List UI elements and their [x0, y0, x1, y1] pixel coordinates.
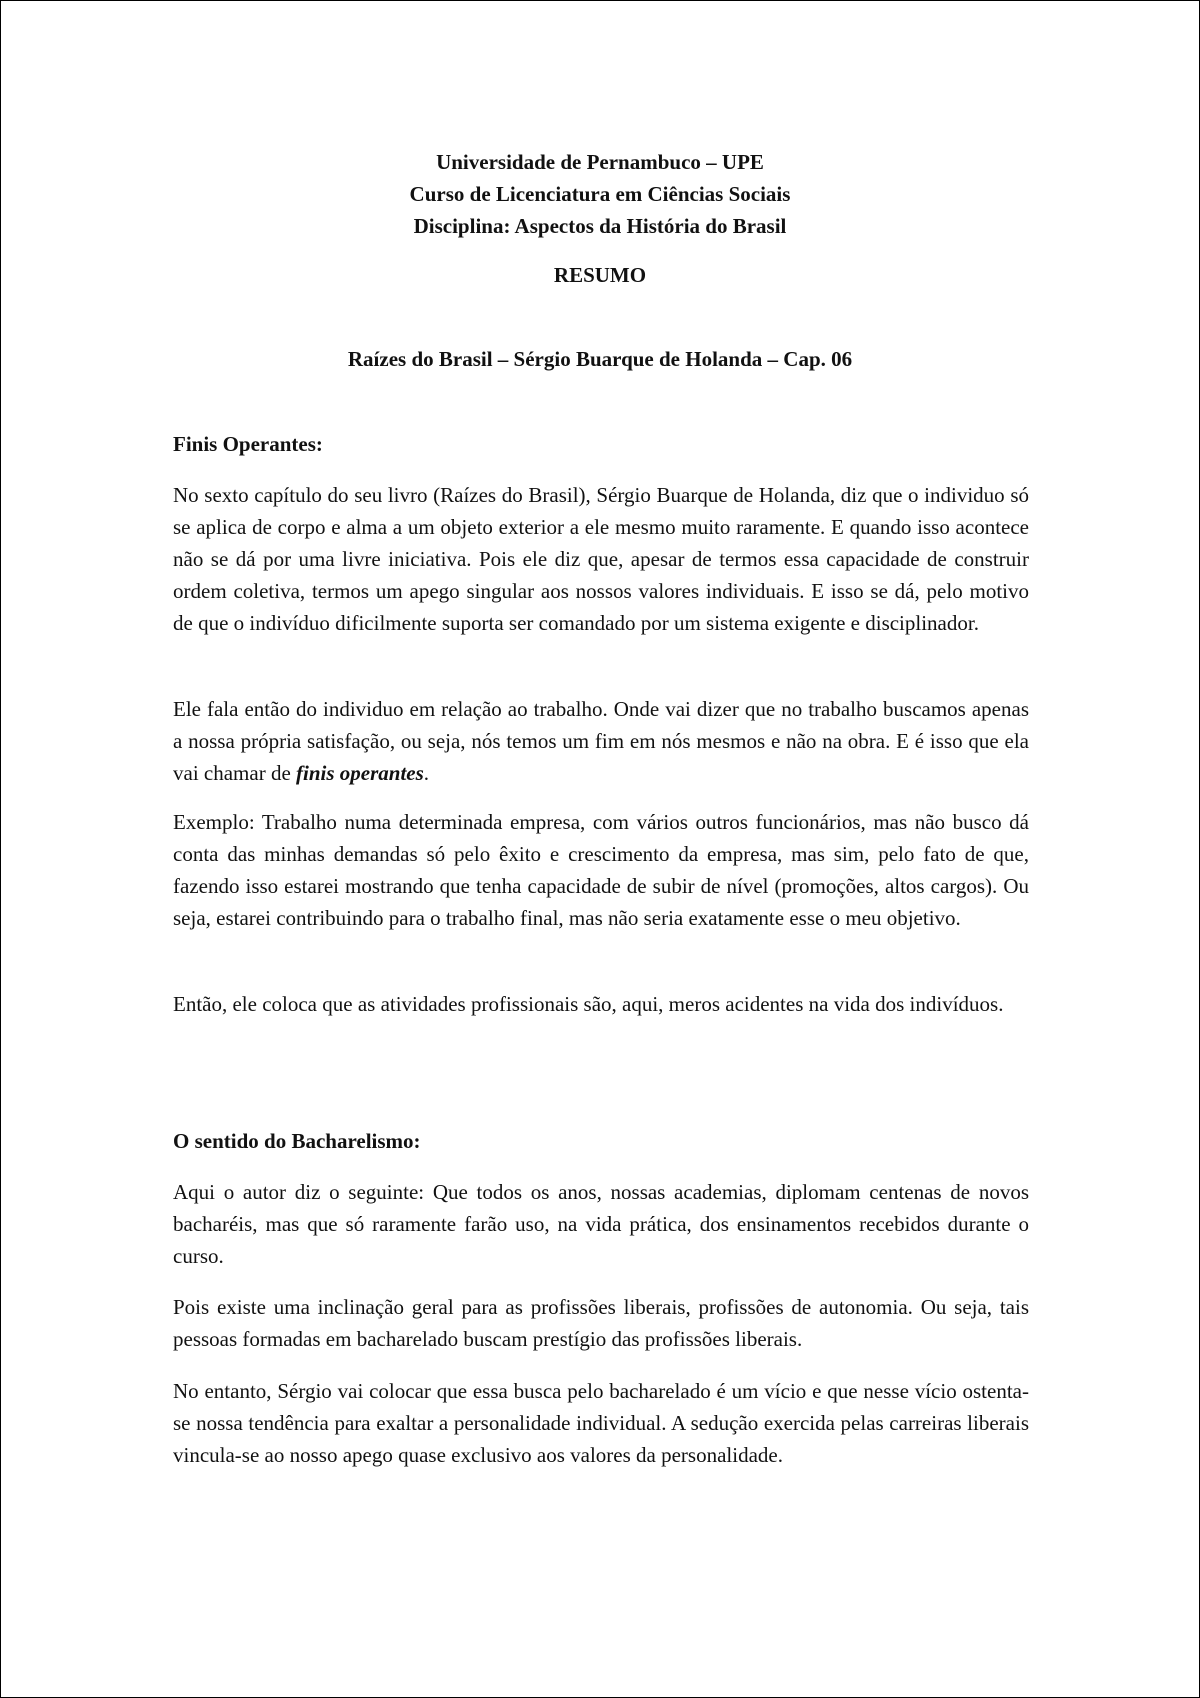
section-heading-bacharelismo: O sentido do Bacharelismo: — [173, 1129, 421, 1153]
paragraph: Aqui o autor diz o seguinte: Que todos os anos, nossas academias, diplomam centenas de novos bacharéis, mas que só raramente farão uso, na vida prática, dos ensinamentos recebidos durante o curso. — [173, 1180, 1029, 1268]
paragraph-text-end: . — [423, 761, 430, 785]
paragraph — [173, 693, 1029, 789]
document-type-title: RESUMO — [553, 263, 647, 287]
section-finis-operantes-conclusion — [173, 988, 1029, 1020]
section-bacharelismo-body-3 — [173, 1375, 1029, 1471]
paragraph: Então, ele coloca que as atividades profissionais são, aqui, meros acidentes na vida dos indivíduos. — [173, 992, 1004, 1016]
section-finis-operantes-example — [173, 806, 1029, 934]
university-name: Universidade de Pernambuco – UPE — [436, 150, 764, 174]
section-bacharelismo-body — [173, 1176, 1029, 1272]
paragraph: Pois existe uma inclinação geral para as profissões liberais, profissões de autonomia. Ou seja, tais pessoas formadas em bacharelado buscam prestígio das profissões liberais. — [173, 1295, 1029, 1351]
section-bacharelismo-body-2 — [173, 1291, 1029, 1355]
document-header — [1, 146, 1199, 242]
paragraph: Exemplo: Trabalho numa determinada empresa, com vários outros funcionários, mas não busco dá conta das minhas demandas só pelo êxito e crescimento da empresa, mas sim, pelo fato de que, fazendo isso estarei mostrando que tenha capacidade de subir de nível (promoções, altos cargos). Ou seja, estarei contribuindo para o trabalho final, mas não seria exatamente esse o meu objetivo. — [173, 810, 1029, 930]
section-finis-operantes-body-2 — [173, 693, 1029, 789]
section-heading-finis-operantes: Finis Operantes: — [173, 432, 323, 456]
section-finis-operantes-body — [173, 479, 1029, 639]
book-title: Raízes do Brasil – Sérgio Buarque de Holanda – Cap. 06 — [347, 347, 853, 371]
emphasis-term: finis operantes — [296, 761, 424, 785]
course-name: Curso de Licenciatura em Ciências Sociais — [409, 182, 791, 206]
paragraph: No entanto, Sérgio vai colocar que essa busca pelo bacharelado é um vício e que nesse vício ostenta-se nossa tendência para exaltar a personalidade individual. A sedução exercida pelas carreiras liberais vincula-se ao nosso apego quase exclusivo aos valores da personalidade. — [173, 1379, 1029, 1467]
paragraph: No sexto capítulo do seu livro (Raízes do Brasil), Sérgio Buarque de Holanda, diz que o individuo só se aplica de corpo e alma a um objeto exterior a ele mesmo muito raramente. E quando isso acontece não se dá por uma livre iniciativa. Pois ele diz que, apesar de termos essa capacidade de construir ordem coletiva, termos um apego singular aos nossos valores individuais. E isso se dá, pelo motivo de que o indivíduo dificilmente suporta ser comandado por um sistema exigente e disciplinador. — [173, 483, 1029, 635]
discipline-name: Disciplina: Aspectos da História do Brasil — [413, 214, 787, 238]
paragraph-text: Ele fala então do individuo em relação ao trabalho. Onde vai dizer que no trabalho buscamos apenas a nossa própria satisfação, ou seja, nós temos um fim em nós mesmos e não na obra. E é isso que ela vai chamar de — [173, 697, 1029, 785]
